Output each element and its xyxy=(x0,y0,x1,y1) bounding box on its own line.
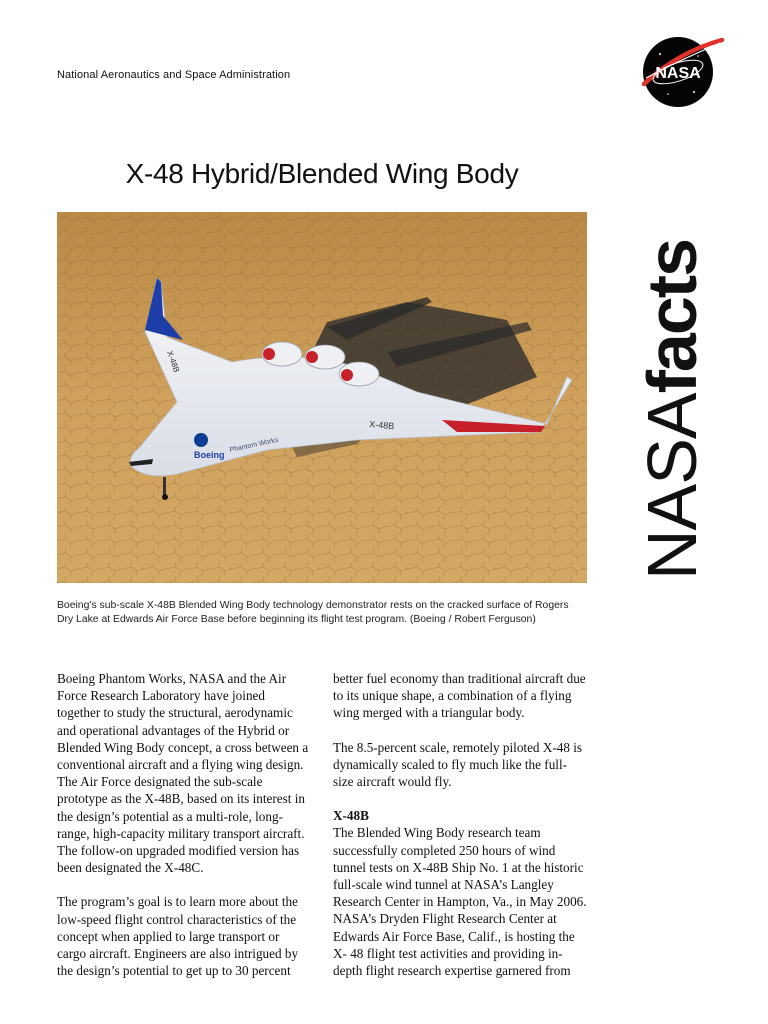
page-title: X-48 Hybrid/Blended Wing Body xyxy=(125,158,519,189)
agency-name: National Aeronautics and Space Administration xyxy=(57,69,291,81)
paragraph: The program’s goal is to learn more about the low-speed flight control characteristics of the concept when applied to large transport or cargo aircraft. Engineers are also intrigued by the design’s potential to get up to 30 percent xyxy=(57,894,299,979)
paragraph: The Blended Wing Body research team successfully completed 250 hours of wind tunnel tests on X-48B Ship No. 1 at the historic full-scale wind tunnel at NASA’s Langley Research Center in Hampton, Va., in May 2006. NASA’s Dryden Flight Research Center at Edwards Air Force Base, Calif., is hosting the X- 48 flight test activities and providing in-depth flight research expertise garnered from xyxy=(333,825,587,979)
tail-marking-text: X-48B xyxy=(165,349,182,374)
section-heading-x48b: X-48B xyxy=(333,808,369,824)
body-column-left xyxy=(57,670,311,996)
fuselage-phantom-works-text: Phantom Works xyxy=(228,436,280,454)
nasa-facts-vertical-brand xyxy=(633,239,711,580)
photo-caption: Boeing’s sub-scale X-48B Blended Wing Body technology demonstrator rests on the cracked surface of Rogers Dry Lake at Edwards Air Force Base before beginning its flight test program. (Boeing / Robert Ferguson) xyxy=(57,600,569,625)
brand-bold-text: facts xyxy=(633,239,711,394)
x48b-aircraft-photo xyxy=(57,212,587,583)
body-column-right xyxy=(333,670,587,996)
fuselage-boeing-text: Boeing xyxy=(194,450,225,460)
wing-marking-text: X-48B xyxy=(368,419,395,432)
paragraph: The 8.5-percent scale, remotely piloted X-48 is dynamically scaled to fly much like the full-size aircraft would fly. xyxy=(333,739,583,790)
nasa-meatball-logo xyxy=(638,34,724,110)
logo-text: NASA xyxy=(655,65,701,82)
paragraph: Boeing Phantom Works, NASA and the Air Force Research Laboratory have joined together to study the structural, aerodynamic and operational advantages of the Hybrid or Blended Wing Body concept, a cross between a conventional aircraft and a flying wing design. The Air Force designated the sub-scale prototype as the X-48B, based on its interest in the design’s potential as a multi-role, long-range, high-capacity military transport aircraft. The follow-on upgraded modified version has been designated the X-48C. xyxy=(57,671,309,876)
paragraph: better fuel economy than traditional aircraft due to its unique shape, a combination of a flying wing merged with a triangular body. xyxy=(333,671,586,721)
brand-light-text: NASA xyxy=(633,393,711,580)
